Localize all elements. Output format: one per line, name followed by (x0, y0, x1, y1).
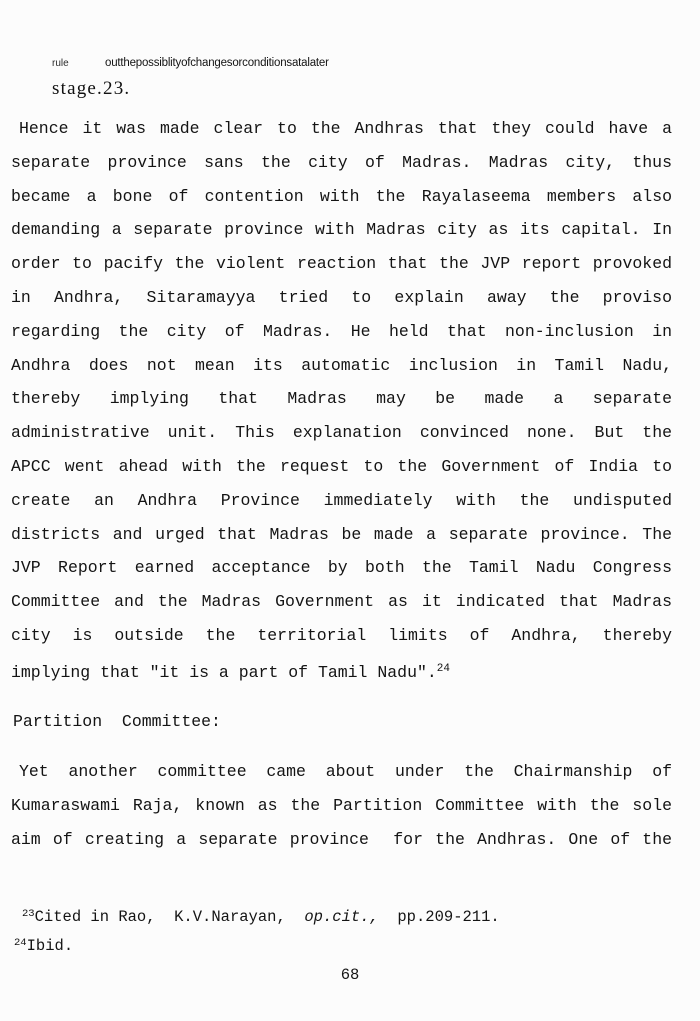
header-stage-line: stage.23. (52, 78, 131, 99)
text-line: thereby implying that Madras may be made a separate (11, 389, 672, 409)
paragraph-last-line-text: implying that "it is a part of Tamil Nadu". (11, 662, 437, 682)
text-line: in Andhra, Sitaramayya tried to explain away the proviso (11, 287, 672, 307)
footnotes-block (14, 901, 500, 959)
header-word-rule: rule (52, 58, 69, 69)
text-line: administrative unit. This explanation convinced none. But the (11, 423, 672, 443)
text-line: city is outside the territorial limits of Andhra, thereby (11, 625, 672, 645)
text-line: order to pacify the violent reaction that the JVP report provoked (11, 254, 672, 274)
footnote-23-pages: pp.209-211. (378, 908, 500, 926)
paragraph-justified-lines (11, 755, 672, 856)
section-heading-partition-committee: Partition Committee: (13, 712, 221, 731)
text-line: JVP Report earned acceptance by both the Tamil Nadu Congress (11, 558, 672, 578)
text-line: Committee and the Madras Government as it indicated that Madras (11, 592, 672, 612)
paragraph-jvp-madras (11, 112, 672, 690)
page-number: 68 (340, 966, 360, 984)
text-line: demanding a separate province with Madras city as its capital. In (11, 220, 672, 240)
header-top-line (52, 53, 329, 71)
footnote-reference-24: 24 (436, 662, 450, 675)
footnote-23 (14, 901, 500, 930)
text-line: separate province sans the city of Madras. Madras city, thus (11, 152, 672, 172)
text-line: create an Andhra Province immediately with the undisputed (11, 490, 672, 510)
text-line: districts and urged that Madras be made a separate province. The (11, 524, 672, 544)
footnote-23-opcit-italic: op.cit., (304, 908, 379, 926)
paragraph-partition-committee (11, 755, 672, 856)
footnote-23-marker: 23 (22, 908, 35, 920)
text-line: became a bone of contention with the Rayalaseema members also (11, 186, 672, 206)
text-line: Yet another committee came about under the Chairmanship of (19, 762, 672, 781)
footnote-23-text: Cited in Rao, K.V.Narayan, (34, 908, 305, 926)
text-line: Hence it was made clear to the Andhras that they could have a (19, 119, 672, 138)
text-line: regarding the city of Madras. He held that non-inclusion in (11, 321, 672, 341)
footnote-24 (14, 930, 500, 959)
text-line: APCC went ahead with the request to the Government of India to (11, 456, 672, 476)
text-line: Kumaraswami Raja, known as the Partition Committee with the sole (11, 795, 672, 815)
footnote-24-marker: 24 (14, 937, 27, 949)
page-header-fragment (52, 53, 329, 100)
paragraph-justified-lines (11, 112, 672, 653)
footnote-24-text: Ibid. (26, 937, 74, 955)
text-line (11, 653, 672, 690)
text-line: Andhra does not mean its automatic inclusion in Tamil Nadu, (11, 355, 672, 375)
header-squeezed-text: outthepossiblityofchangesorconditionsatalater (105, 57, 329, 69)
text-line: aim of creating a separate province for the Andhras. One of the (11, 829, 672, 849)
